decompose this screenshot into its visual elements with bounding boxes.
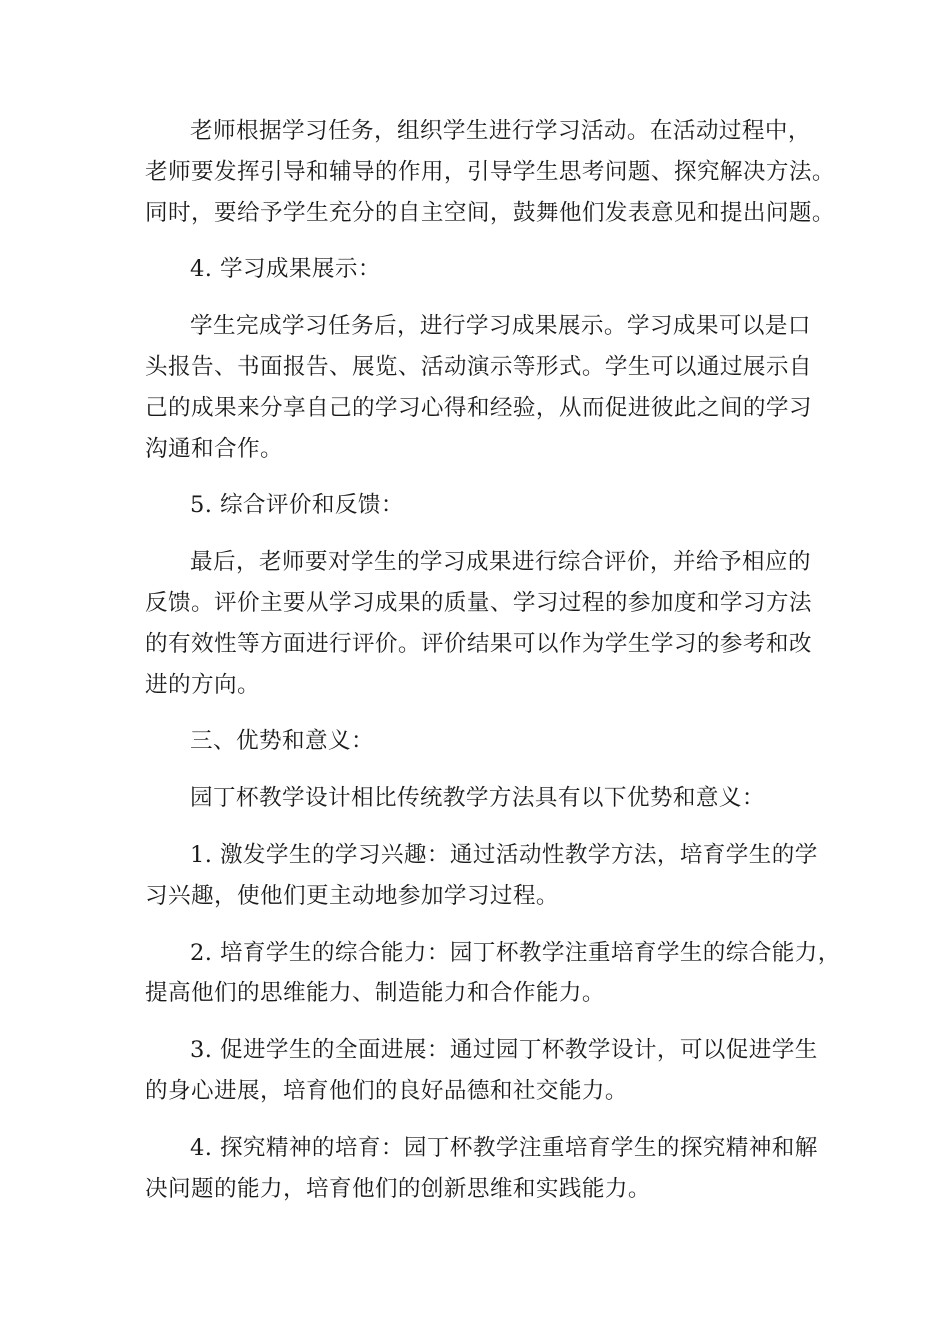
document-body [145,111,841,1225]
section-heading-advantages [145,721,817,762]
heading-item-4-results-display [145,249,817,290]
text-line: 沟通和合作。 [145,435,283,462]
text-line: 己的成果来分享自己的学习心得和经验，从而促进彼此之间的学习 [145,394,812,421]
text-line: 头报告、书面报告、展览、活动演示等形式。学生可以通过展示自 [145,353,812,380]
heading-text: 5. 综合评价和反馈： [190,492,404,519]
text-line: 最后，老师要对学生的学习成果进行综合评价，并给予相应的 [190,549,811,576]
text-line: 习兴趣，使他们更主动地参加学习过程。 [145,882,559,909]
list-item-advantage-4 [145,1128,817,1210]
paragraph-evaluation-feedback [145,542,817,705]
text-line: 反馈。评价主要从学习成果的质量、学习过程的参加度和学习方法 [145,589,812,616]
text-line: 提高他们的思维能力、制造能力和合作能力。 [145,980,605,1007]
text-line: 老师要发挥引导和辅导的作用，引导学生思考问题、探究解决方法。 [145,158,835,185]
list-item-advantage-2 [145,933,841,1015]
heading-text: 三、优势和意义： [190,728,374,755]
paragraph-learning-activities [145,111,835,233]
text-line: 同时，要给予学生充分的自主空间，鼓舞他们发表意见和提出问题。 [145,199,835,226]
text-line: 3. 促进学生的全面进展：通过园丁杯教学设计，可以促进学生 [190,1037,818,1064]
list-item-advantage-1 [145,835,817,917]
heading-item-5-evaluation-feedback [145,485,817,526]
paragraph-results-display [145,306,817,469]
text-line: 决问题的能力，培育他们的创新思维和实践能力。 [145,1175,651,1202]
heading-text: 4. 学习成果展示： [190,256,381,283]
text-line: 1. 激发学生的学习兴趣：通过活动性教学方法，培育学生的学 [190,841,818,868]
paragraph-advantages-intro [145,778,817,819]
text-line: 的有效性等方面进行评价。评价结果可以作为学生学习的参考和改 [145,630,812,657]
text-line: 进的方向。 [145,671,260,698]
text-line: 老师根据学习任务，组织学生进行学习活动。在活动过程中， [190,118,811,144]
list-item-advantage-3 [145,1030,817,1112]
text-line: 园丁杯教学设计相比传统教学方法具有以下优势和意义： [190,785,765,812]
text-line: 学生完成学习任务后，进行学习成果展示。学习成果可以是口 [190,313,811,340]
text-line: 2. 培育学生的综合能力：园丁杯教学注重培育学生的综合能力， [190,939,841,966]
text-line: 的身心进展，培育他们的良好品德和社交能力。 [145,1077,628,1104]
text-line: 4. 探究精神的培育：园丁杯教学注重培育学生的探究精神和解 [190,1134,818,1161]
